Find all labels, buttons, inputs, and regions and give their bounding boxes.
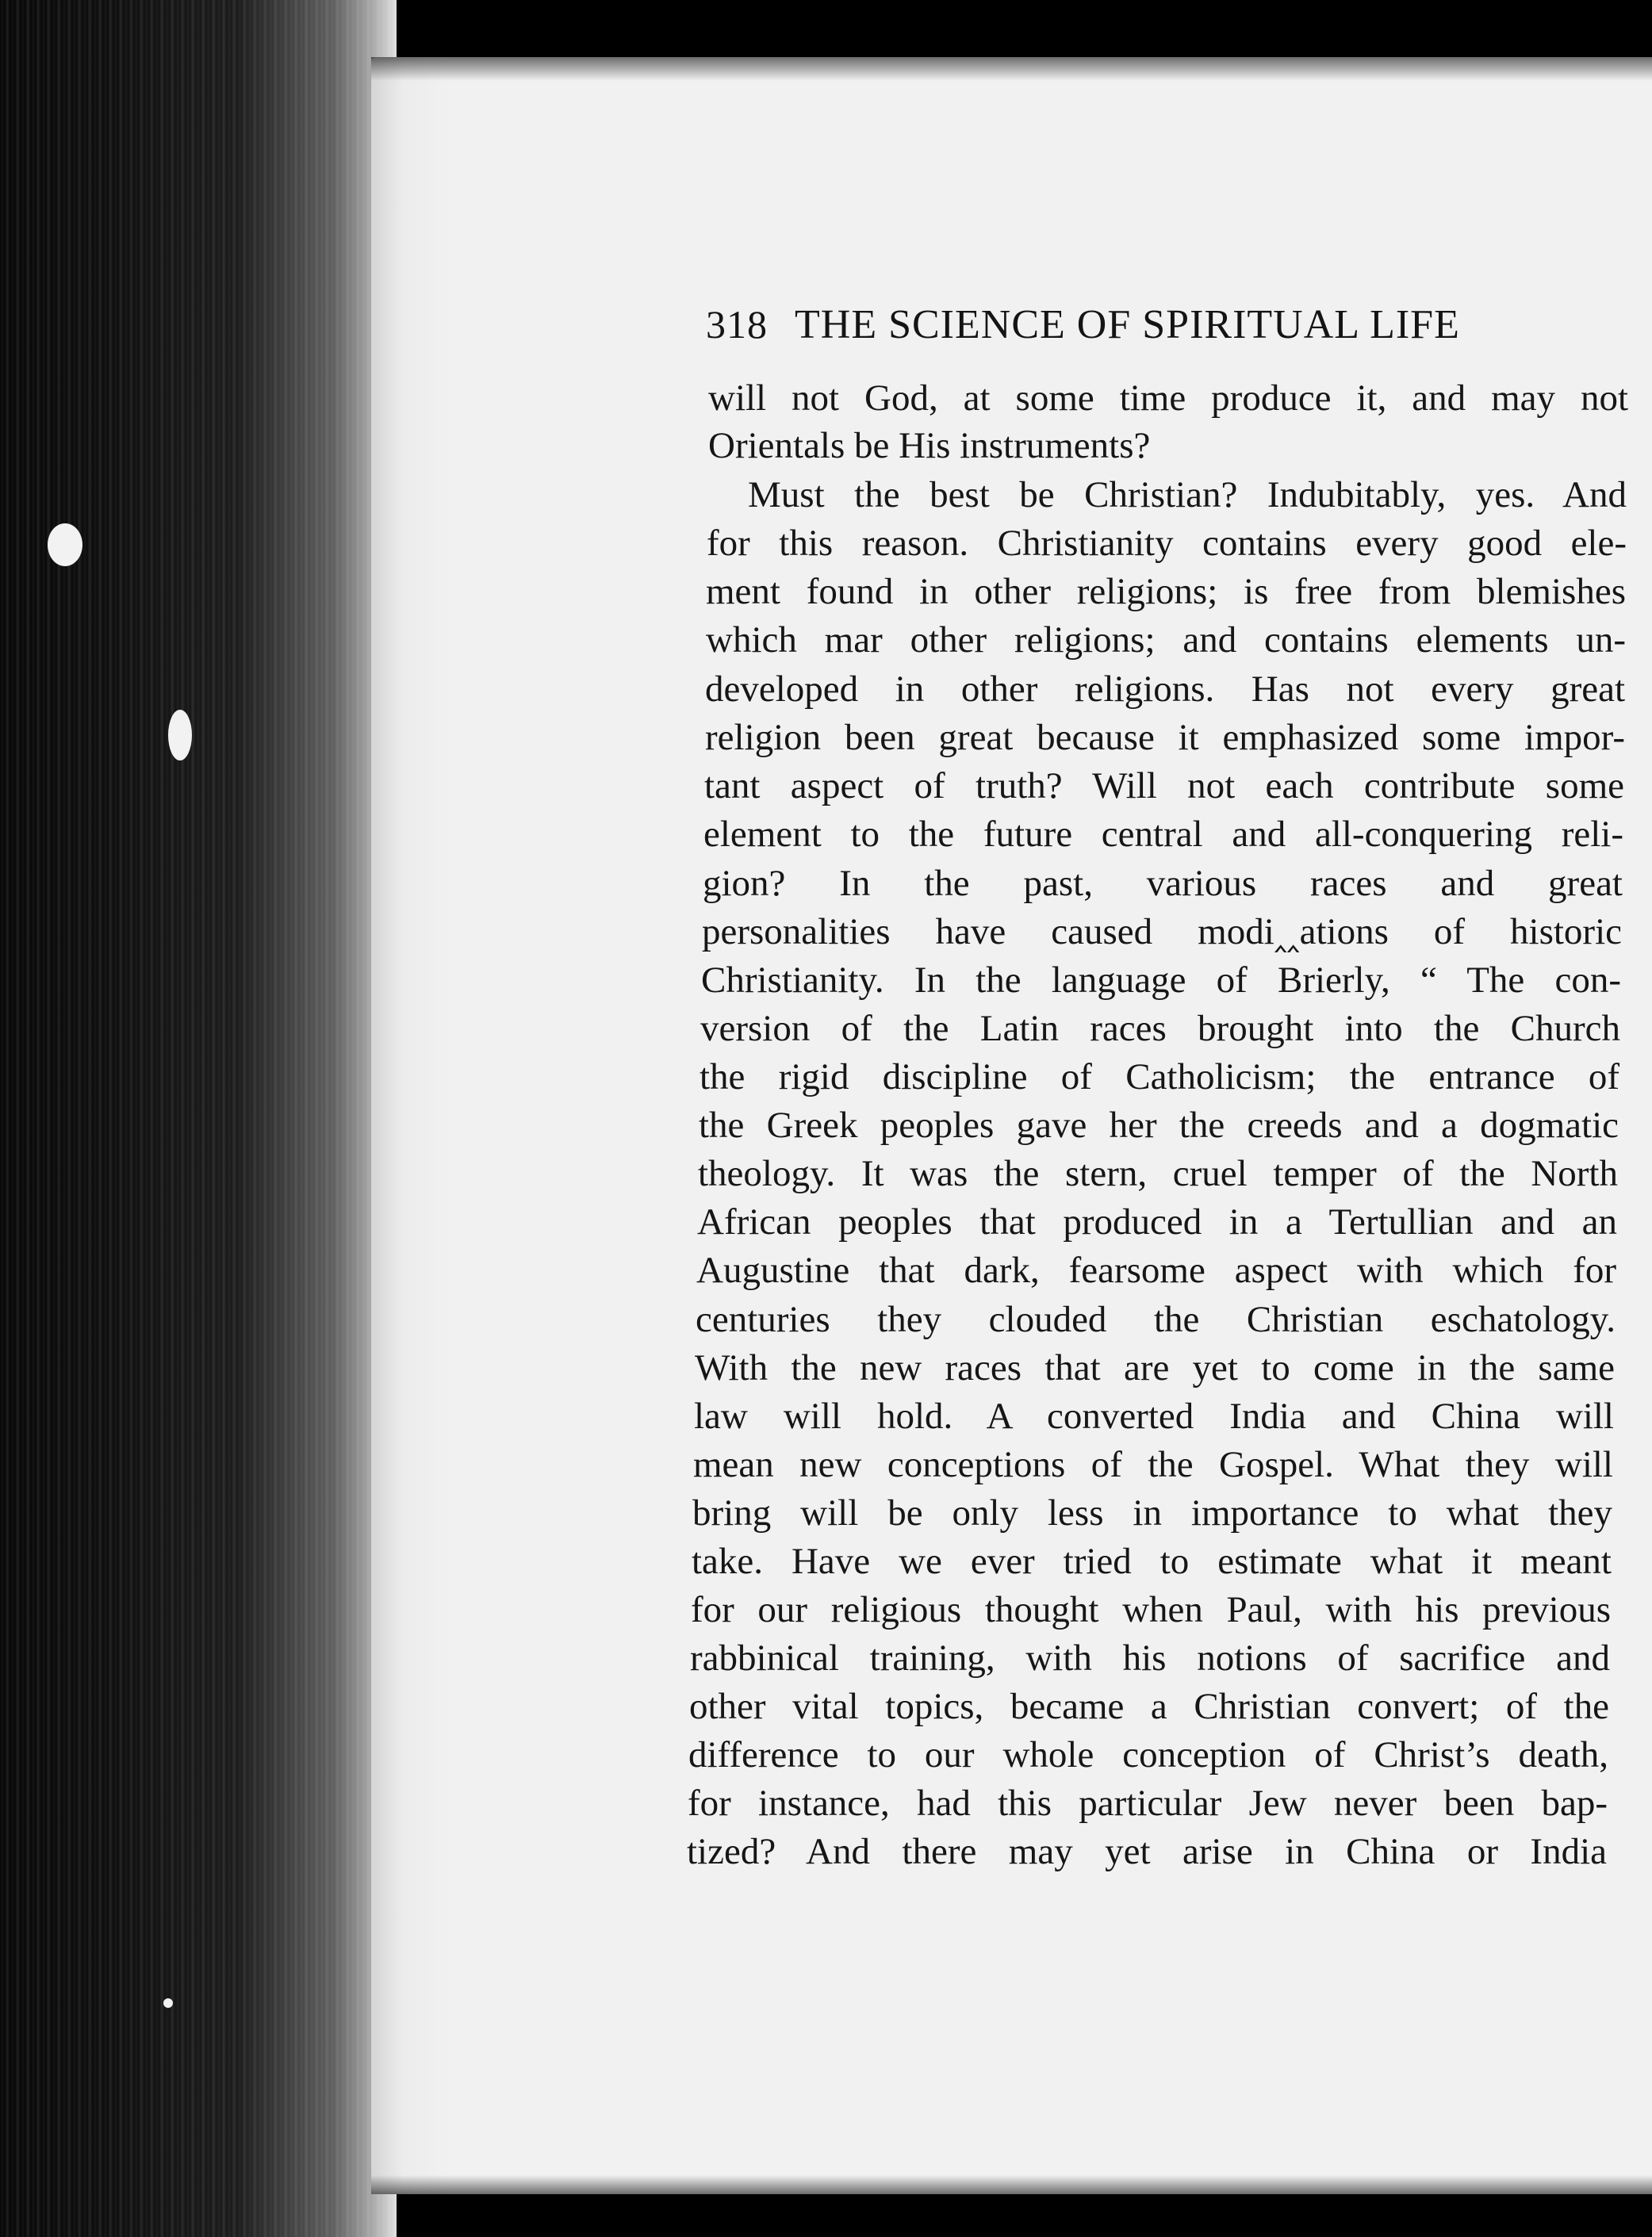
text-line: bring will be only less in importance to what they xyxy=(692,1492,1612,1534)
text-line: With the new races that are yet to come in the same xyxy=(695,1347,1615,1389)
text-line: Must the best be Christian? Indubitably, yes. And xyxy=(748,474,1627,515)
text-line: for our religious thought when Paul, with his previous xyxy=(691,1589,1611,1630)
text-line: centuries they clouded the Christian eschatology. xyxy=(696,1299,1616,1340)
text-line: the Greek peoples gave her the creeds and a dogmatic xyxy=(699,1105,1619,1146)
text-line: African peoples that produced in a Tertullian and an xyxy=(697,1201,1617,1243)
text-line: difference to our whole conception of Christ’s death, xyxy=(688,1734,1608,1775)
text-line: tant aspect of truth? Will not each contribute some xyxy=(704,765,1624,806)
text-line: ment found in other religions; is free from blemishes xyxy=(706,571,1626,612)
text-line: theology. It was the stern, cruel temper of the North xyxy=(698,1153,1618,1194)
page-number: 318 xyxy=(706,302,768,347)
text-line: law will hold. A converted India and China will xyxy=(694,1396,1614,1437)
text-line: developed in other religions. Has not every great xyxy=(705,668,1625,710)
text-line: religion been great because it emphasized some impor- xyxy=(705,717,1625,758)
text-line: Orientals be His instruments? xyxy=(708,425,1151,466)
text-line: other vital topics, became a Christian convert; of the xyxy=(689,1686,1609,1727)
book-title: THE SCIENCE OF SPIRITUAL LIFE xyxy=(795,302,1460,347)
text-line: rabbinical training, with his notions of sacrifice and xyxy=(690,1638,1610,1679)
text-line: personalities have caused modi‸‸ations of historic xyxy=(702,911,1622,952)
text-line: take. Have we ever tried to estimate what it meant xyxy=(692,1541,1612,1582)
text-line: version of the Latin races brought into the Church xyxy=(700,1008,1620,1049)
text-line: for instance, had this particular Jew never been bap- xyxy=(688,1783,1608,1824)
text-line: the rigid discipline of Catholicism; the entrance of xyxy=(700,1056,1619,1097)
text-line: element to the future central and all-conquering reli- xyxy=(703,814,1623,855)
text-line: Christianity. In the language of Brierly, “ The con- xyxy=(701,960,1621,1001)
text-line: Augustine that dark, fearsome aspect with which for xyxy=(696,1250,1616,1291)
text-line: tized? And there may yet arise in China or India xyxy=(687,1831,1607,1872)
text-line: which mar other religions; and contains elements un- xyxy=(706,619,1626,661)
text-line: for this reason. Christianity contains every good ele- xyxy=(707,523,1627,564)
text-line: gion? In the past, various races and great xyxy=(703,863,1623,904)
text-line: mean new conceptions of the Gospel. What they will xyxy=(693,1444,1613,1485)
text-line: will not God, at some time produce it, and may not xyxy=(708,377,1628,419)
